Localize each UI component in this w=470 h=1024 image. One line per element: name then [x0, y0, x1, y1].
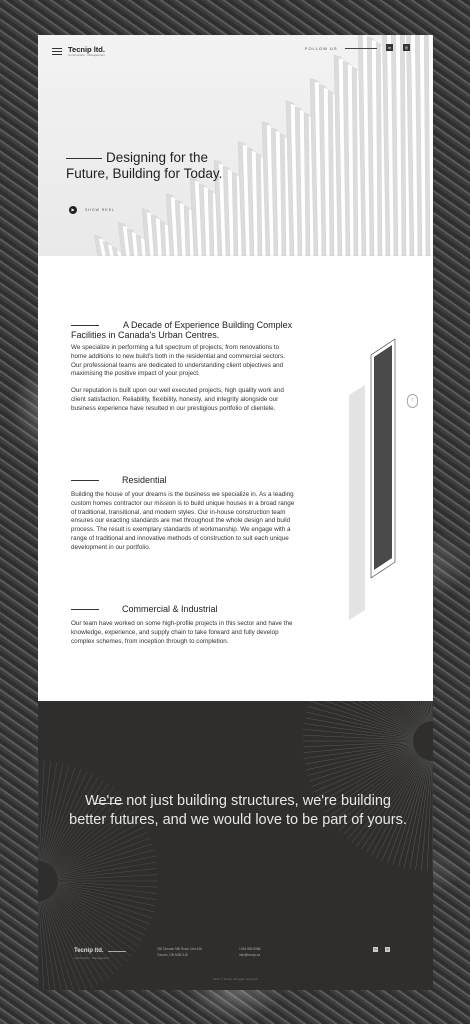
quote-footer-section — [38, 701, 433, 990]
footer-divider — [108, 951, 126, 952]
residential-section — [71, 475, 296, 553]
section-title: A Decade of Experience Building Complex Facilities in Canada's Urban Centres. — [71, 320, 293, 340]
footer-tagline: Construction · Management — [74, 956, 109, 960]
section-paragraph: We specialize in performing a full spectrum of projects, from renovations to home additions to new build's both in the residential and commercial sectors. Our professional teams are dedicated to understanding client objectives and maximising the positive impact of your project. — [71, 344, 286, 378]
brand-logo[interactable]: Tecnip ltd. — [68, 45, 105, 54]
section-line — [71, 325, 99, 326]
hero-title: Designing for the Future, Building for Today. — [66, 150, 223, 181]
copyright-text: 2024 © Tecnip. All rights reserved. — [212, 977, 259, 981]
section-paragraph: Our reputation is built upon our well executed projects, high quality work and client satisfaction. Reliability, flexibility, honesty, and integrity alongside our business experience have resulted in our prestigious portfolio of clientele. — [71, 387, 284, 412]
section-line — [71, 609, 99, 610]
follow-divider — [345, 48, 377, 49]
show-reel-link[interactable]: SHOW REEL — [85, 208, 116, 212]
linkedin-icon[interactable]: in — [387, 45, 392, 50]
footer-email[interactable]: info@tecnip.ca — [239, 952, 261, 957]
footer-phone[interactable]: +416 855 8368 — [239, 947, 261, 951]
footer-address — [157, 947, 202, 958]
quote-text: We're not just building structures, we're building better futures, and we would love to be part of yours. — [69, 793, 407, 828]
panel-illustration — [343, 335, 403, 625]
section-title: Residential — [122, 475, 167, 485]
footer-contact — [239, 947, 260, 958]
instagram-icon[interactable]: ◎ — [386, 947, 389, 951]
commercial-section — [71, 604, 296, 646]
menu-icon[interactable] — [52, 48, 62, 55]
address-line: Toronto, ON M3B 3J5 — [157, 952, 188, 957]
footer-brand[interactable]: Tecnip ltd. — [74, 948, 104, 954]
section-line — [71, 480, 99, 481]
section-title: Commercial & Industrial — [122, 604, 218, 614]
section-paragraph: Building the house of your dreams is the business we specialize in. As a leading custom homes contractor our mission is to build unique houses in a broad range of traditional, transitional, and modern styles. Our in-house construction team ensures our exacting standards are met throughout the whole design and build process. The result is exemplary standards of workmanship. We engage with a range of traditional and innovative methods of construction to suit each unique development in our portfolio. — [71, 491, 295, 551]
address-line: 250 Duncan Mill Road, Unit 406 — [157, 947, 203, 951]
section-paragraph: Our team have worked on some high-profile projects in this sector and have the knowledge, experience, and supply chain to take forward and fully develop complex schemes, from inception through to completion. — [71, 620, 293, 645]
brand-tagline: Construction · Management — [68, 53, 106, 57]
website-page — [38, 35, 433, 990]
instagram-icon[interactable]: ◎ — [404, 45, 409, 50]
experience-section — [71, 320, 296, 422]
follow-us-label: FOLLOW US — [305, 46, 338, 51]
architecture-fins-image — [38, 35, 433, 256]
site-header — [38, 35, 433, 65]
scroll-up-icon[interactable]: ↑ — [407, 394, 418, 408]
hero-section — [38, 35, 433, 256]
linkedin-icon[interactable]: in — [374, 947, 377, 951]
play-icon[interactable]: ▶ — [69, 206, 77, 214]
